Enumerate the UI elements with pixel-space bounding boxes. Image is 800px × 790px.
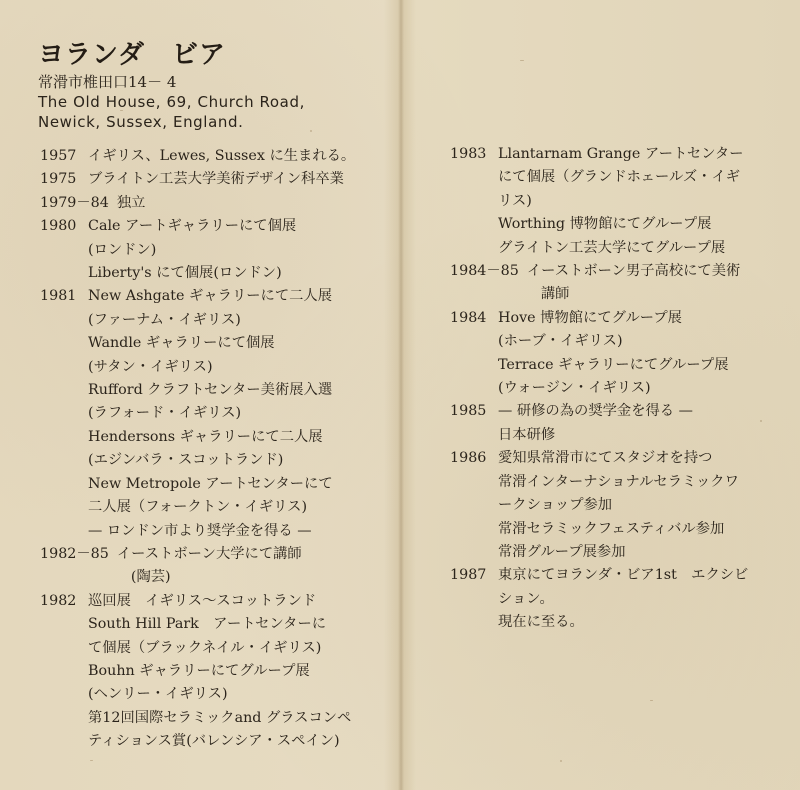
entry-line: (サタン・イギリス)	[88, 358, 213, 375]
timeline-entry	[40, 590, 395, 754]
entry-line: 第12回国際セラミックand グラスコンペ	[88, 709, 352, 726]
entry-line: (ヘンリー・イギリス)	[88, 686, 228, 703]
entry-line: Rufford クラフトセンター美術展入選	[88, 382, 333, 399]
timeline-entry	[450, 400, 795, 447]
entry-line: 常滑インターナショナルセラミックワ	[498, 473, 739, 490]
address-japan: 常滑市椎田口14－ 4	[38, 73, 177, 91]
entry-year: 1957	[40, 148, 77, 164]
address-england-line-2: Newick, Sussex, England.	[38, 113, 244, 131]
entry-line: リス)	[498, 192, 532, 209]
timeline-entry	[450, 260, 795, 307]
timeline-entry	[450, 143, 795, 260]
entry-lines	[498, 447, 795, 564]
entry-year: 1984	[450, 309, 487, 326]
timeline-entry	[40, 285, 395, 542]
entry-lines	[88, 215, 395, 285]
entry-line: 愛知県常滑市にてスタジオを持つ	[498, 450, 713, 467]
header	[38, 40, 305, 132]
entry-line: Terrace ギャラリーにてグループ展	[498, 356, 729, 373]
entry-line: 現在に至る。	[498, 614, 584, 631]
paper-fleck	[560, 760, 562, 762]
entry-line: ティションス賞(バレンシア・スペイン)	[88, 733, 340, 750]
entry-lines	[117, 192, 395, 215]
entry-line: イギリス、Lewes, Sussex に生まれる。	[88, 148, 356, 164]
entry-line: 常滑セラミックフェスティバル参加	[498, 520, 725, 537]
entry-line: Cale アートギャラリーにて個展	[88, 218, 297, 235]
entry-year: 1984－85	[450, 263, 519, 280]
entry-line: 日本研修	[498, 426, 556, 443]
entry-line: (陶芸)	[130, 569, 171, 586]
timeline-entry	[40, 192, 395, 215]
entry-lines	[88, 168, 395, 191]
entry-line: Liberty's にて個展(ロンドン)	[88, 265, 282, 282]
entry-lines	[88, 285, 395, 542]
entry-year: 1987	[450, 567, 487, 584]
entry-line: South Hill Park アートセンターに	[88, 616, 327, 633]
entry-line: Bouhn ギャラリーにてグループ展	[88, 662, 310, 679]
entry-line: Llantarnam Grange アートセンター	[498, 146, 744, 162]
entry-year: 1985	[450, 403, 487, 420]
timeline-entry	[450, 447, 795, 564]
entry-year: 1979－84	[40, 194, 109, 211]
entry-line: グライトン工芸大学にてグループ展	[498, 239, 726, 256]
entry-line: 巡回展 イギリス～スコットランド	[88, 592, 317, 609]
entry-lines	[527, 260, 795, 307]
entry-line: Wandle ギャラリーにて個展	[88, 335, 275, 352]
entry-year: 1982	[40, 592, 77, 609]
paper-fleck	[310, 130, 312, 132]
page-fold	[398, 0, 404, 790]
entry-line: Worthing 博物館にてグループ展	[498, 216, 712, 233]
timeline-entry	[40, 145, 395, 168]
entry-line: — ロンドン市より奨学金を得る —	[88, 522, 312, 539]
entry-line: ション。	[498, 590, 554, 607]
entry-year: 1982－85	[40, 545, 109, 562]
entry-line: ークショップ参加	[498, 497, 613, 514]
entry-lines	[88, 145, 395, 168]
address-england-line-1: The Old House, 69, Church Road,	[38, 93, 305, 111]
entry-line: (ホーブ・イギリス)	[498, 333, 623, 350]
entry-line: 独立	[116, 194, 146, 211]
entry-line: て個展（ブラックネイル・イギリス)	[88, 639, 322, 656]
timeline-entry	[40, 543, 395, 590]
entry-line: New Metropole アートセンターにて	[88, 475, 333, 492]
entry-line: (ファーナム・イギリス)	[88, 311, 241, 328]
entry-year: 1975	[40, 171, 77, 188]
timeline-entry	[40, 215, 395, 285]
entry-lines	[117, 543, 395, 590]
entry-year: 1981	[40, 288, 77, 305]
entry-line: イーストボーン男子高校にて美術	[526, 263, 741, 280]
timeline-entry	[40, 168, 395, 191]
entry-line: (ラフォード・イギリス)	[88, 405, 242, 422]
biography-column-right	[450, 143, 795, 635]
entry-lines	[498, 400, 795, 447]
entry-lines	[498, 307, 795, 401]
entry-line: (ロンドン)	[88, 241, 157, 258]
entry-lines	[498, 564, 795, 634]
entry-line: Hendersons ギャラリーにて二人展	[88, 428, 323, 445]
paper-fleck	[520, 60, 524, 61]
entry-lines	[498, 143, 795, 260]
paper-fleck	[90, 760, 93, 761]
entry-line: — 研修の為の奨学金を得る —	[498, 403, 693, 420]
timeline-entry	[450, 307, 795, 401]
entry-line: にて個展（グランドホェールズ・イギ	[498, 169, 741, 186]
biography-column-left	[40, 145, 395, 754]
entry-year: 1986	[450, 450, 487, 467]
entry-lines	[88, 590, 395, 754]
entry-line: (ウォージン・イギリス)	[498, 380, 651, 397]
entry-line: 講師	[540, 286, 570, 303]
entry-line: イーストボーン大学にて講師	[116, 545, 302, 562]
entry-line: (エジンバラ・スコットランド)	[88, 452, 284, 469]
entry-year: 1980	[40, 218, 77, 235]
entry-line: 常滑グループ展参加	[498, 543, 626, 560]
paper-fleck	[650, 700, 653, 701]
entry-line: New Ashgate ギャラリーにて二人展	[88, 288, 333, 305]
entry-year: 1983	[450, 146, 487, 162]
entry-line: ブライトン工芸大学美術デザイン科卒業	[88, 171, 344, 188]
timeline-entry	[450, 564, 795, 634]
entry-line: 東京にてヨランダ・ビア1st エクシビ	[498, 567, 749, 584]
entry-line: 二人展（フォークトン・イギリス)	[88, 499, 308, 516]
artist-name: ヨランダ ビア	[38, 40, 226, 70]
entry-line: Hove 博物館にてグループ展	[498, 309, 682, 326]
